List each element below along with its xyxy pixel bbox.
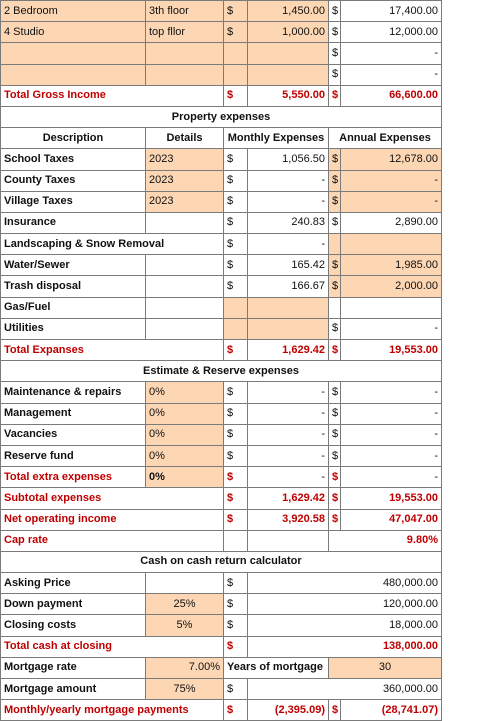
expense-monthly-value[interactable]: - [248, 234, 329, 255]
cash-on-cash-title: Cash on cash return calculator [1, 551, 442, 572]
reserve-row [1, 403, 442, 424]
column-header-row [1, 128, 442, 149]
expense-annual-value[interactable]: - [341, 191, 442, 212]
income-annual-value[interactable]: 12,000.00 [341, 22, 442, 43]
reserve-percent-cell[interactable]: 0% [146, 445, 224, 466]
expense-desc-cell: Village Taxes [1, 191, 146, 212]
total-expenses-row [1, 340, 442, 361]
expense-details-cell[interactable]: 2023 [146, 149, 224, 170]
expense-monthly-value[interactable] [248, 297, 329, 318]
reserve-percent-cell[interactable]: 0% [146, 382, 224, 403]
expense-details-cell[interactable]: 2023 [146, 170, 224, 191]
reserve-annual-currency: $ [329, 424, 341, 445]
reserve-monthly-currency: $ [224, 445, 248, 466]
expense-monthly-currency: $ [224, 276, 248, 297]
expense-annual-currency [329, 297, 341, 318]
down-payment-value[interactable]: 120,000.00 [248, 594, 442, 615]
income-annual-value[interactable]: - [341, 64, 442, 85]
income-details-cell[interactable] [146, 43, 224, 64]
property-expenses-title: Property expenses [1, 106, 442, 127]
expense-annual-currency: $ [329, 276, 341, 297]
income-monthly-value[interactable] [248, 64, 329, 85]
cap-rate-value[interactable]: 9.80% [329, 530, 442, 551]
income-annual-currency[interactable]: $ [329, 1, 341, 22]
expense-row [1, 149, 442, 170]
reserve-desc-cell: Management [1, 403, 146, 424]
reserve-annual-currency: $ [329, 382, 341, 403]
total-extra-percent[interactable]: 0% [146, 467, 224, 488]
expense-annual-value[interactable] [341, 297, 442, 318]
reserve-monthly-currency: $ [224, 424, 248, 445]
subtotal-annual-value[interactable]: 19,553.00 [341, 488, 442, 509]
expense-annual-value[interactable]: 2,000.00 [341, 276, 442, 297]
expense-annual-currency [329, 234, 341, 255]
income-row [1, 1, 442, 22]
asking-price-currency: $ [224, 573, 248, 594]
reserve-desc-cell: Vacancies [1, 424, 146, 445]
mortgage-payments-row [1, 700, 442, 721]
expense-desc-cell: Water/Sewer [1, 255, 146, 276]
expense-monthly-value[interactable]: - [248, 191, 329, 212]
total-gross-monthly-value[interactable]: 5,550.00 [248, 85, 329, 106]
income-monthly-value[interactable]: 1,000.00 [248, 22, 329, 43]
expense-details-cell[interactable] [146, 318, 224, 339]
expense-row [1, 170, 442, 191]
mortgage-amount-value[interactable]: 360,000.00 [248, 679, 442, 700]
mortgage-rate-percent[interactable]: 7.00% [146, 657, 224, 678]
column-header-annual: Annual Expenses [329, 128, 442, 149]
expense-row [1, 191, 442, 212]
subtotal-monthly-currency: $ [224, 488, 248, 509]
down-payment-label: Down payment [1, 594, 146, 615]
closing-costs-value[interactable]: 18,000.00 [248, 615, 442, 636]
mortgage-amount-label: Mortgage amount [1, 679, 146, 700]
income-details-cell[interactable]: top fllor [146, 22, 224, 43]
closing-costs-label: Closing costs [1, 615, 146, 636]
total-extra-annual-currency: $ [329, 467, 341, 488]
total-extra-expenses-label: Total extra expenses [1, 467, 146, 488]
reserve-annual-currency: $ [329, 403, 341, 424]
reserve-row [1, 424, 442, 445]
reserve-monthly-value[interactable]: - [248, 424, 329, 445]
mortgage-amount-row [1, 679, 442, 700]
income-row [1, 22, 442, 43]
income-annual-value[interactable]: 17,400.00 [341, 1, 442, 22]
mortgage-payments-monthly-value[interactable]: (2,395.09) [248, 700, 329, 721]
income-desc-cell[interactable]: 4 Studio [1, 22, 146, 43]
expense-desc-cell: Gas/Fuel [1, 297, 146, 318]
total-gross-annual-currency: $ [329, 85, 341, 106]
mortgage-amount-currency: $ [224, 679, 248, 700]
down-payment-currency: $ [224, 594, 248, 615]
down-payment-row [1, 594, 442, 615]
subtotal-expenses-label: Subtotal expenses [1, 488, 224, 509]
cap-rate-label: Cap rate [1, 530, 224, 551]
expense-annual-value[interactable]: 2,890.00 [341, 212, 442, 233]
reserve-percent-cell[interactable]: 0% [146, 403, 224, 424]
expense-details-cell[interactable] [146, 212, 224, 233]
cap-rate-spacer [248, 530, 329, 551]
cap-rate-row [1, 530, 442, 551]
closing-costs-percent[interactable]: 5% [146, 615, 224, 636]
reserve-monthly-currency: $ [224, 382, 248, 403]
column-header-monthly: Monthly Expenses [224, 128, 329, 149]
expense-monthly-value[interactable] [248, 318, 329, 339]
total-extra-expenses-row [1, 467, 442, 488]
mortgage-amount-percent[interactable]: 75% [146, 679, 224, 700]
noi-monthly-value[interactable]: 3,920.58 [248, 509, 329, 530]
income-monthly-currency[interactable]: $ [224, 22, 248, 43]
reserve-row [1, 445, 442, 466]
total-cash-currency: $ [224, 636, 248, 657]
reserve-desc-cell: Maintenance & repairs [1, 382, 146, 403]
income-annual-currency[interactable]: $ [329, 43, 341, 64]
noi-annual-value[interactable]: 47,047.00 [341, 509, 442, 530]
expense-row [1, 255, 442, 276]
expense-monthly-currency: $ [224, 191, 248, 212]
expense-annual-currency: $ [329, 318, 341, 339]
income-annual-value[interactable]: - [341, 43, 442, 64]
noi-monthly-currency: $ [224, 509, 248, 530]
income-row [1, 43, 442, 64]
income-monthly-currency[interactable] [224, 43, 248, 64]
noi-label: Net operating income [1, 509, 224, 530]
total-cash-value[interactable]: 138,000.00 [248, 636, 442, 657]
expense-monthly-currency: $ [224, 212, 248, 233]
income-monthly-value[interactable] [248, 43, 329, 64]
income-annual-currency[interactable]: $ [329, 64, 341, 85]
asking-price-label: Asking Price [1, 573, 146, 594]
reserve-monthly-value[interactable]: - [248, 382, 329, 403]
expense-monthly-value[interactable]: 165.42 [248, 255, 329, 276]
expense-desc-cell: County Taxes [1, 170, 146, 191]
expense-row [1, 297, 442, 318]
total-expenses-annual-currency: $ [329, 340, 341, 361]
expense-annual-currency: $ [329, 191, 341, 212]
closing-costs-row [1, 615, 442, 636]
reserve-percent-cell[interactable]: 0% [146, 424, 224, 445]
expense-annual-currency: $ [329, 149, 341, 170]
mortgage-payments-label: Monthly/yearly mortgage payments [1, 700, 224, 721]
cap-rate-spacer [224, 530, 248, 551]
income-desc-cell[interactable] [1, 43, 146, 64]
down-payment-percent[interactable]: 25% [146, 594, 224, 615]
expense-monthly-value[interactable]: 1,056.50 [248, 149, 329, 170]
total-gross-monthly-currency: $ [224, 85, 248, 106]
asking-price-value[interactable]: 480,000.00 [248, 573, 442, 594]
subtotal-monthly-value[interactable]: 1,629.42 [248, 488, 329, 509]
reserve-desc-cell: Reserve fund [1, 445, 146, 466]
income-monthly-currency[interactable] [224, 64, 248, 85]
total-expenses-label: Total Expanses [1, 340, 224, 361]
expense-monthly-currency [224, 318, 248, 339]
expense-details-cell[interactable] [146, 297, 224, 318]
reserve-monthly-value[interactable]: - [248, 403, 329, 424]
total-gross-annual-value[interactable]: 66,600.00 [341, 85, 442, 106]
expense-row [1, 234, 442, 255]
mortgage-payments-monthly-currency: $ [224, 700, 248, 721]
income-details-cell[interactable]: 3th floor [146, 1, 224, 22]
asking-price-details [146, 573, 224, 594]
reserve-annual-value[interactable]: - [341, 382, 442, 403]
expense-monthly-currency [224, 297, 248, 318]
mortgage-rate-label: Mortgage rate [1, 657, 146, 678]
income-monthly-value[interactable]: 1,450.00 [248, 1, 329, 22]
reserve-annual-currency: $ [329, 445, 341, 466]
reserve-annual-value[interactable]: - [341, 424, 442, 445]
expense-row [1, 276, 442, 297]
total-cash-label: Total cash at closing [1, 636, 224, 657]
total-extra-annual-value[interactable]: - [341, 467, 442, 488]
expense-row [1, 212, 442, 233]
section-header-row [1, 106, 442, 127]
expense-annual-currency: $ [329, 212, 341, 233]
total-expenses-monthly-value[interactable]: 1,629.42 [248, 340, 329, 361]
expense-annual-value[interactable]: 1,985.00 [341, 255, 442, 276]
expense-monthly-currency: $ [224, 234, 248, 255]
expense-monthly-value[interactable]: 240.83 [248, 212, 329, 233]
expense-annual-currency: $ [329, 255, 341, 276]
reserve-annual-value[interactable]: - [341, 403, 442, 424]
expense-monthly-currency: $ [224, 170, 248, 191]
column-header-details: Details [146, 128, 224, 149]
total-extra-monthly-value[interactable]: - [248, 467, 329, 488]
expense-details-cell[interactable] [146, 255, 224, 276]
years-of-mortgage-value[interactable]: 30 [329, 657, 442, 678]
years-of-mortgage-label: Years of mortgage [224, 657, 329, 678]
mortgage-payments-annual-value[interactable]: (28,741.07) [341, 700, 442, 721]
income-desc-cell[interactable] [1, 64, 146, 85]
section-header-row [1, 551, 442, 572]
reserve-monthly-currency: $ [224, 403, 248, 424]
expense-annual-value[interactable]: - [341, 318, 442, 339]
asking-price-row [1, 573, 442, 594]
expense-monthly-value[interactable]: 166.67 [248, 276, 329, 297]
reserve-row [1, 382, 442, 403]
total-expenses-monthly-currency: $ [224, 340, 248, 361]
reserve-annual-value[interactable]: - [341, 445, 442, 466]
section-header-row [1, 361, 442, 382]
income-row [1, 64, 442, 85]
income-monthly-currency[interactable]: $ [224, 1, 248, 22]
mortgage-payments-annual-currency: $ [329, 700, 341, 721]
noi-annual-currency: $ [329, 509, 341, 530]
reserve-expenses-title: Estimate & Reserve expenses [1, 361, 442, 382]
expense-monthly-currency: $ [224, 255, 248, 276]
net-operating-income-row [1, 509, 442, 530]
total-gross-income-row [1, 85, 442, 106]
income-annual-currency[interactable]: $ [329, 22, 341, 43]
income-desc-cell[interactable]: 2 Bedroom [1, 1, 146, 22]
expense-desc-cell: Trash disposal [1, 276, 146, 297]
total-cash-row [1, 636, 442, 657]
expense-details-cell[interactable]: 2023 [146, 191, 224, 212]
total-gross-income-label: Total Gross Income [1, 85, 224, 106]
expense-row [1, 318, 442, 339]
expense-desc-cell: Landscaping & Snow Removal [1, 234, 224, 255]
column-header-description: Description [1, 128, 146, 149]
expense-annual-value[interactable]: 12,678.00 [341, 149, 442, 170]
closing-costs-currency: $ [224, 615, 248, 636]
expense-desc-cell: School Taxes [1, 149, 146, 170]
expense-desc-cell: Insurance [1, 212, 146, 233]
expense-monthly-currency: $ [224, 149, 248, 170]
mortgage-rate-row [1, 657, 442, 678]
expense-annual-value[interactable] [341, 234, 442, 255]
expense-desc-cell: Utilities [1, 318, 146, 339]
income-details-cell[interactable] [146, 64, 224, 85]
total-extra-monthly-currency: $ [224, 467, 248, 488]
expense-annual-currency: $ [329, 170, 341, 191]
total-expenses-annual-value[interactable]: 19,553.00 [341, 340, 442, 361]
subtotal-annual-currency: $ [329, 488, 341, 509]
expense-annual-value[interactable]: - [341, 170, 442, 191]
expense-details-cell[interactable] [146, 276, 224, 297]
subtotal-expenses-row [1, 488, 442, 509]
reserve-monthly-value[interactable]: - [248, 445, 329, 466]
expense-monthly-value[interactable]: - [248, 170, 329, 191]
